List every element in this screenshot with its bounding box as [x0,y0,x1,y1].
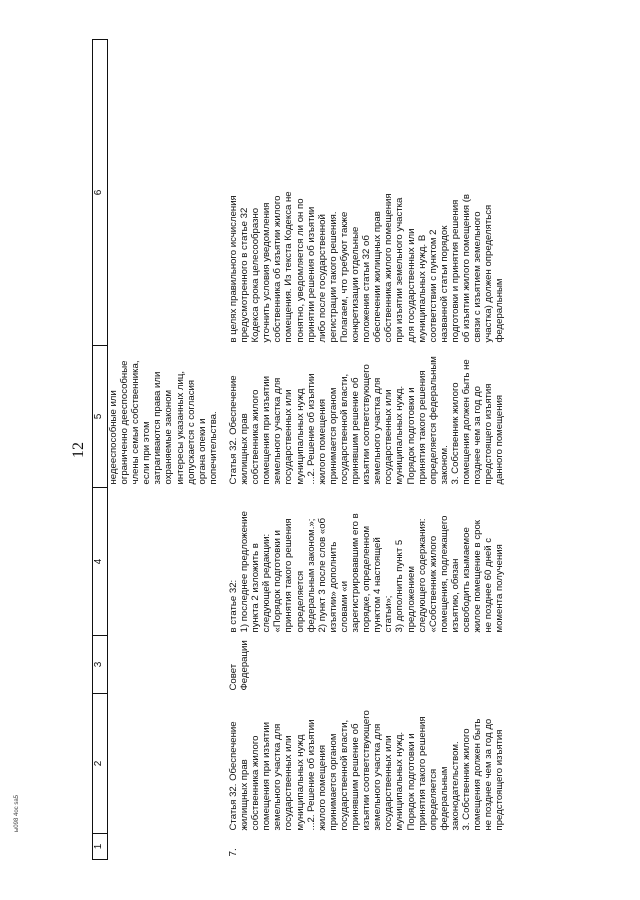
table-row-continued [108,40,229,860]
column-header-4: 4 [93,488,108,636]
column-header-1: 1 [93,834,108,860]
column-header-2: 2 [93,694,108,834]
continued-current-text: недееспособные или ограниченно дееспособные члены семьи собственника, если при этом затрагиваются права или охраняемые законом интересы указанных лиц, допускается с согласия органа опеки и попечительства. [108,360,219,485]
proposal-author: Совет Федерации [228,640,251,691]
cell-empty [108,694,229,834]
page-number: 12 [70,442,87,458]
table-row-7 [228,40,505,860]
comparison-table [92,39,505,860]
rationale-text: в целях правильного исчисления предусмотренного в статье 32 Кодекса срока целесообразно уточнить условия уведомления собственника об изъятии жилого помещения. Из текста Кодекса не понятно, уведомляется ли он по принятии решения об изъятии либо после государственной регистрации такого решения. Полагаем, что требуют также конкретизации отдельные положения статьи 32 об обеспечении жилищных прав собственника жилого помещения при изъятии земельного участка для государственных или муниципальных нужд. В соответствии с пунктом 2 названной статьи порядок подготовки и принятия решения об изъятии жилого помещения (в связи с изъятием земельного участка) должен определяться федеральным [228,191,506,343]
column-header-5: 5 [93,346,108,488]
rotated-sheet [62,40,602,860]
proposed-amendment-text: в статье 32: 1) последнее предложение пункта 2 изложить в следующей редакции: «Порядок подготовки и принятия такого решения определяется федеральным законом.»; 2) пункт 3 после слов «об изъятии» дополнить словами «и зарегистрировавшим его в порядке, определенном пунктом 4 настоящей статьи»; 3) дополнить пункт 5 предложением следующего содержания: «Собственник жилого помещения, подлежащего изъятию, обязан освободить изымаемое жилое помещение в срок не позднее 60 дней с момента получения [228,511,506,633]
amended-text: Статья 32. Обеспечение жилищных прав собственника жилого помещения при изъятии земельного участка для государственных или муниципальных нужд ...2. Решение об изъятии жилого помещения принимается органом государственной власти, принявшим решение об изъятии соответствующего земельного участка для государственных или муниципальных нужд. Порядок подготовки и принятия такого решения определяется федеральным законом. 3. Собственник жилого помещения должен быть не позднее чем за год до предстоящего изъятия данного помещения [228,356,506,485]
column-header-3: 3 [93,636,108,694]
cell-empty [108,834,229,860]
cell-empty [108,40,229,346]
column-header-6: 6 [93,40,108,346]
current-law-text: Статья 32. Обеспечение жилищных прав собственника жилого помещения при изъятии земельного участка для государственных или муниципальных нужд ...2. Решение об изъятии жилого помещения принимается органом государственной власти, принявшим решение об изъятии соответствующего земельного участка для государственных или муниципальных нужд. Порядок подготовки и принятия такого решения определяется федеральным законодательством. 3. Собственник жилого помещения должен быть не позднее чем за год до предстоящего изъятия [228,710,506,831]
row-number: 7. [228,848,239,857]
cell-empty [108,488,229,636]
footer-mark: ы098 4ос sa5 [14,794,20,832]
cell-empty [108,636,229,694]
column-number-row [93,40,108,860]
